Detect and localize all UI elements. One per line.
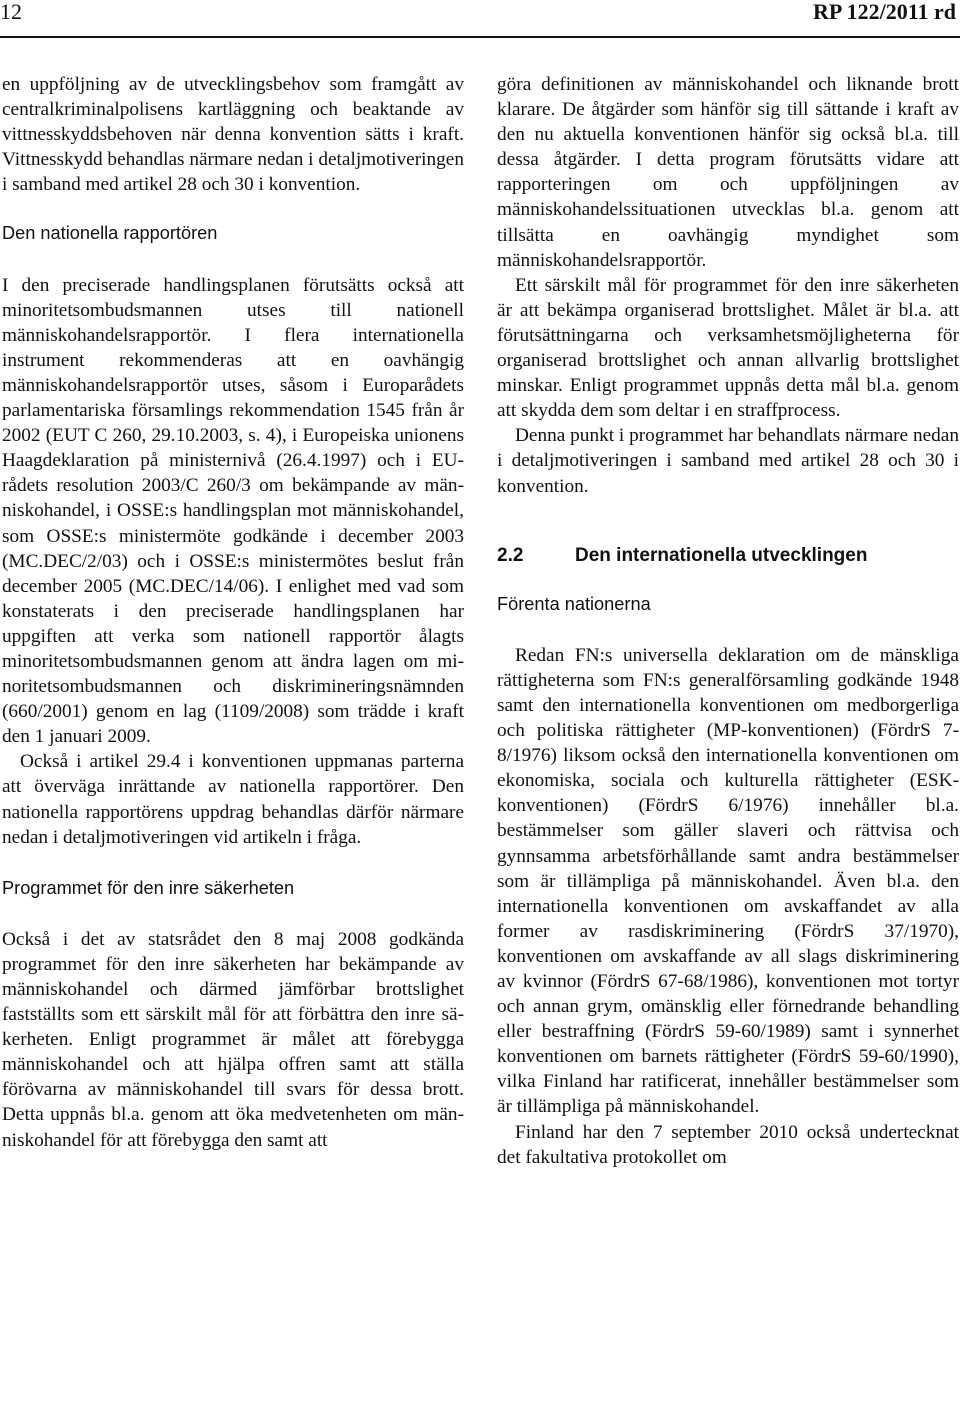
paragraph: Ett särskilt mål för programmet för den inre säkerheten är att bekämpa organiserad brottslighet. Målet är bl.a. att förutsättningarna och verksamhetsmöjligheterna för organiserad brottslighet och annan allvarlig brottslighet minskar. Enligt programmet uppnås detta mål bl.a. genom att skydda dem som deltar i en straffprocess.	[497, 274, 959, 422]
section-title: Den internationella utvecklingen	[575, 544, 868, 566]
section-heading	[497, 543, 959, 568]
paragraph: Denna punkt i programmet har behandlats närmare nedan i detaljmotiveringen i samband med artikel 28 och 30 i konvention.	[497, 425, 959, 497]
header-rule	[0, 36, 960, 38]
section-number: 2.2	[497, 544, 524, 566]
paragraph: Också i artikel 29.4 i konventionen uppmanas parterna att överväga inrättande av nationella rapportörer. Den nationella rapportörens uppdrag behandlas därför närmare nedan i detaljmotiveringen vid artikeln i fråga.	[2, 751, 464, 848]
subheading: Programmet för den inre säkerheten	[2, 877, 295, 898]
paragraph: göra definitionen av människohandel och liknande brott klarare. De åtgärder som hänför sig till sättande i kraft av den nu aktuella konventionen hänför sig också bl.a. till dessa åtgärder. I detta program förutsätts vidare att rapporteringen om och uppföljningen av människohandelssituationen utvecklas bl.a. genom att tillsätta en oavhängig myndighet som människohandelsrapportör.	[497, 74, 959, 271]
left-column	[2, 72, 464, 1153]
subheading: Förenta nationerna	[497, 593, 651, 614]
paragraph: Redan FN:s universella deklaration om de mänskliga rättigheterna som FN:s generalförsamling godkände 1948 samt den internationella konventionen om medborgerliga och politiska rättigheter (MP-konventionen) (FördrS 7-8/1976) liksom också den internationella konventionen om ekonomiska, sociala och kulturella rättigheter (ESK-konventionen) (FördrS 6/1976) innehåller bl.a. bestämmelser som gäller slaveri och rättvisa och gynnsamma arbetsförhållande samt andra bestämmelser som är tillämpliga på människohandel. Även bl.a. den internationella konventionen om avskaffandet av alla former av rasdiskriminering (FördrS 37/1970), konventionen om avskaffande av all slags diskriminering av kvinnor (FördrS 67-68/1986), konventionen mot tortyr och annan grym, omänsklig eller förnedrande behandling eller bestraffning (FördrS 59-60/1989) samt i synnerhet konventionen om barnets rättigheter (FördrS 59-60/1990), vilka Finland har ratificerat, innehåller bestämmelser som är tillämpliga på människohandel.	[497, 644, 959, 1118]
subheading: Den nationella rapportören	[2, 223, 218, 244]
paragraph: en uppföljning av de utvecklingsbehov som framgått av centralkriminalpolisens kartläggning och beaktande av vittnesskyddsbehoven när denna konvention sätts i kraft. Vittnesskydd behandlas närmare nedan i detaljmotiveringen i samband med artikel 28 och 30 i konvention.	[2, 74, 464, 196]
paragraph: Också i det av statsrådet den 8 maj 2008 godkända programmet för den inre säkerheten har bekämpande av människohandel och därmed jämförbar brottslighet fastställts som ett särskilt mål för att förbättra den inre säkerheten. Enligt programmet är målet att förebygga människohandel och att hjälpa offren samt att ställa förövarna av människohandel till svars för dessa brott. Detta uppnås bl.a. genom att öka medvetenheten om människohandel för att förebygga den samt att	[2, 928, 464, 1151]
paragraph: Finland har den 7 september 2010 också undertecknat det fakultativa protokollet om	[497, 1121, 959, 1168]
page-number: 12	[0, 0, 22, 24]
running-title: RP 122/2011 rd	[812, 0, 956, 24]
right-column	[497, 72, 959, 1170]
paragraph: I den preciserade handlingsplanen förutsätts också att minoritetsombudsmannen utses till nationell människohandelsrapportör. I flera internationella instrument rekommenderas att en oavhängig människohandelsrapportör utses, såsom i Europarådets parlamentariska församlings rekommendation 1545 från år 2002 (EUT C 260, 29.10.2003, s. 4), i Europeiska unionens Haagdeklaration på ministernivå (26.4.1997) och i EU-rådets resolution 2003/C 260/3 om bekämpande av människohandel, i OSSE:s handlingsplan mot människohandel, som OSSE:s ministermöte godkände i december 2003 (MC.DEC/2/03) och i OSSE:s ministermötes beslut från december 2005 (MC.DEC/14/06). I enlighet med vad som konstaterats i den preciserade handlingsplanen har uppgiften att verka som nationell rapportör ålagts minoritetsombudsmannen genom att ändra lagen om minoritetsombudsmannen och diskrimineringsnämnden (660/2001) genom en lag (1109/2008) som trädde i kraft den 1 januari 2009.	[2, 274, 464, 748]
page-header	[0, 0, 960, 30]
